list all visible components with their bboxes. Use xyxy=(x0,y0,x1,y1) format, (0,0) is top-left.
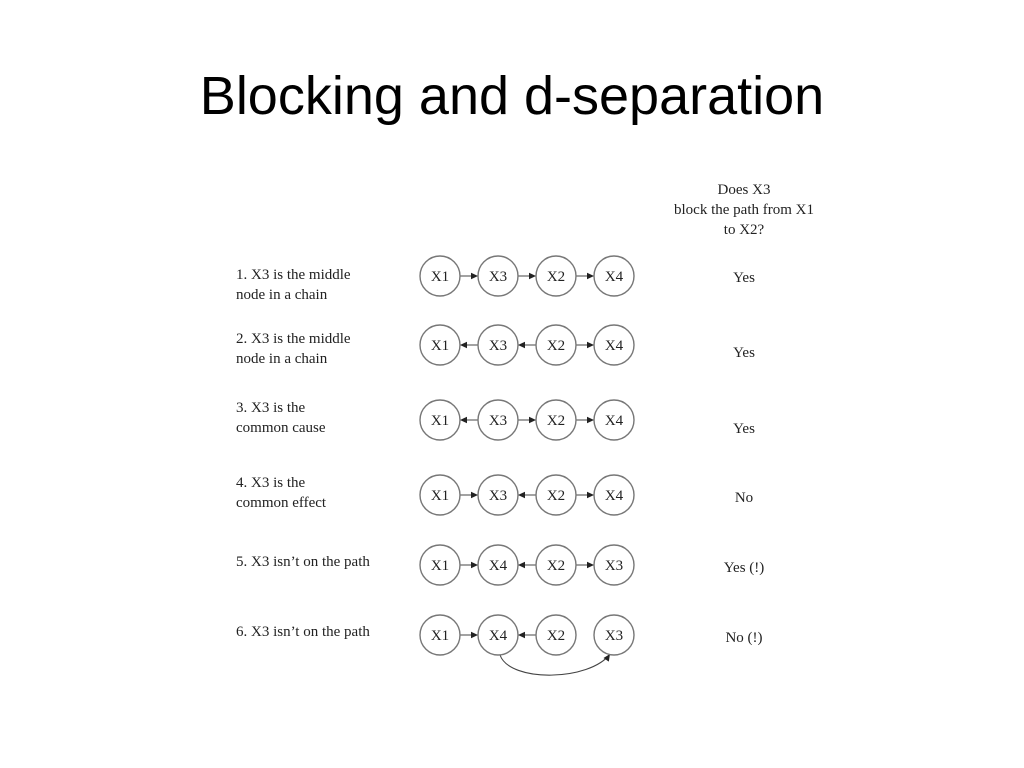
arrowhead-right xyxy=(587,417,594,423)
arrowhead-right xyxy=(587,273,594,279)
case-label-line: 1. X3 is the middle xyxy=(236,267,351,283)
case-label-line: 5. X3 isn’t on the path xyxy=(236,554,370,570)
case-label-3 xyxy=(236,398,416,438)
case-label-line: common effect xyxy=(236,495,327,511)
arrowhead-right xyxy=(471,632,478,638)
case-label-5 xyxy=(236,552,416,572)
question-line: to X2? xyxy=(723,222,765,238)
node-label: X4 xyxy=(604,338,624,354)
node-label: X3 xyxy=(488,269,508,285)
case-label-line: 2. X3 is the middle xyxy=(236,331,351,347)
curved-edge xyxy=(500,654,610,675)
question-line: Does X3 xyxy=(717,182,771,198)
arrowhead-right xyxy=(587,562,594,568)
case-label-line: node in a chain xyxy=(236,351,328,367)
answer-4: No xyxy=(734,490,754,506)
case-label-4 xyxy=(236,473,416,513)
node-label: X2 xyxy=(546,413,566,429)
question-header xyxy=(644,180,844,240)
node-label: X3 xyxy=(488,338,508,354)
case-label-1 xyxy=(236,265,416,305)
case-label-line: 4. X3 is the xyxy=(236,475,306,491)
answer-1: Yes xyxy=(733,270,755,286)
node-label: X3 xyxy=(604,558,624,574)
arrowhead-left xyxy=(518,562,525,568)
answer-6: No (!) xyxy=(725,630,763,646)
arrowhead-right xyxy=(529,273,536,279)
node-label: X4 xyxy=(488,558,508,574)
arrowhead-left xyxy=(460,342,467,348)
node-label: X1 xyxy=(430,338,450,354)
case-label-line: node in a chain xyxy=(236,287,328,303)
arrowhead-right xyxy=(587,492,594,498)
answer-2: Yes xyxy=(733,345,755,361)
arrowhead-right xyxy=(471,273,478,279)
node-label: X4 xyxy=(488,628,508,644)
arrowhead-left xyxy=(460,417,467,423)
answer-5: Yes (!) xyxy=(723,560,765,576)
case-label-6 xyxy=(236,622,416,642)
arrowhead-right xyxy=(471,492,478,498)
arrowhead-left xyxy=(518,492,525,498)
node-label: X2 xyxy=(546,488,566,504)
dag-diagrams xyxy=(410,245,650,685)
case-label-line: common cause xyxy=(236,420,326,436)
node-label: X1 xyxy=(430,558,450,574)
answer-3: Yes xyxy=(733,421,755,437)
node-label: X1 xyxy=(430,413,450,429)
case-label-2 xyxy=(236,329,416,369)
arrowhead-left xyxy=(518,632,525,638)
node-label: X2 xyxy=(546,338,566,354)
case-label-line: 6. X3 isn’t on the path xyxy=(236,624,370,640)
node-label: X1 xyxy=(430,628,450,644)
question-line: block the path from X1 xyxy=(674,202,814,218)
node-label: X4 xyxy=(604,269,624,285)
arrowhead-right xyxy=(587,342,594,348)
node-label: X3 xyxy=(488,413,508,429)
node-label: X4 xyxy=(604,413,624,429)
node-label: X4 xyxy=(604,488,624,504)
node-label: X3 xyxy=(604,628,624,644)
node-label: X1 xyxy=(430,269,450,285)
arrowhead-right xyxy=(471,562,478,568)
slide-title: Blocking and d-separation xyxy=(199,66,825,126)
node-label: X2 xyxy=(546,628,566,644)
arrowhead-left xyxy=(518,342,525,348)
arrowhead-right xyxy=(529,417,536,423)
node-label: X1 xyxy=(430,488,450,504)
node-label: X2 xyxy=(546,558,566,574)
node-label: X3 xyxy=(488,488,508,504)
case-label-line: 3. X3 is the xyxy=(236,400,306,416)
node-label: X2 xyxy=(546,269,566,285)
